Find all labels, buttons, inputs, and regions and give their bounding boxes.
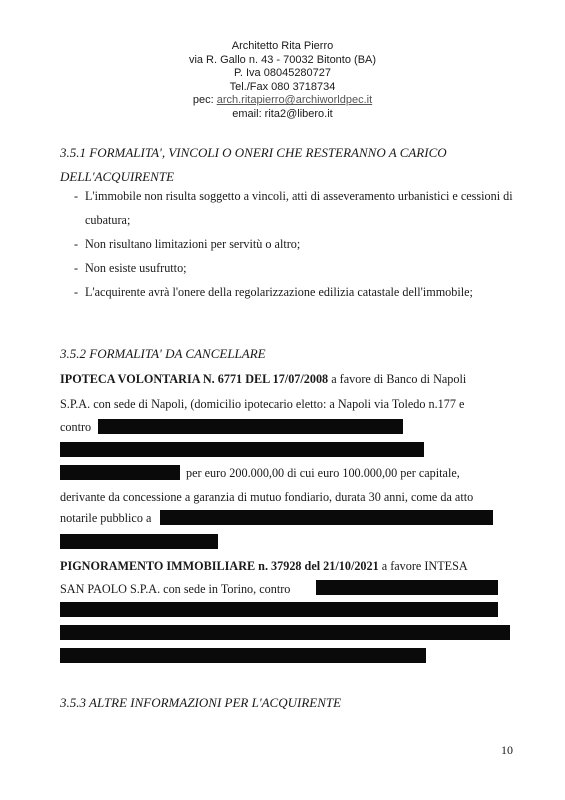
section-351-title-line2: DELL'ACQUIRENTE xyxy=(60,169,175,184)
bullet-dash: - xyxy=(74,189,79,203)
bullet-item: - L'acquirente avrà l'onere della regolarizzazione edilizia catastale dell'immobile; xyxy=(60,280,530,304)
bullet-item: - Non risultano limitazioni per servitù o altro; xyxy=(60,232,530,256)
section-351-title-line1: 3.5.1 FORMALITA', VINCOLI O ONERI CHE RESTERANNO A CARICO xyxy=(60,145,447,160)
pignoramento-line2: SAN PAOLO S.P.A. con sede in Torino, contro xyxy=(60,582,291,596)
email-line: email: rita2@libero.it xyxy=(232,107,333,120)
architect-address: via R. Gallo n. 43 - 70032 Bitonto (BA) xyxy=(188,53,377,66)
section-353-title: 3.5.3 ALTRE INFORMAZIONI PER L'ACQUIRENTE xyxy=(60,695,342,710)
pignoramento-heading: PIGNORAMENTO IMMOBILIARE n. 37928 del 21/10/2021 xyxy=(60,559,379,573)
pec-link[interactable]: arch.ritapierro@archiworldpec.it xyxy=(216,94,373,107)
redaction-block xyxy=(60,602,498,617)
ipoteca-line1: IPOTECA VOLONTARIA N. 6771 DEL 17/07/2008 a favore di Banco di Napoli xyxy=(60,372,467,386)
ipoteca-amount: per euro 200.000,00 di cui euro 100.000,00 per capitale, xyxy=(186,466,460,480)
bullet-dash: - xyxy=(74,285,79,299)
ipoteca-line2: S.P.A. con sede di Napoli, (domicilio ipotecario eletto: a Napoli via Toledo n.177 e xyxy=(60,397,465,411)
bullet-item: - L'immobile non risulta soggetto a vincoli, atti di asseveramento urbanistici e cessioni di cubatura; xyxy=(60,184,530,232)
redaction-block xyxy=(60,625,510,640)
architect-name: Architetto Rita Pierro xyxy=(231,40,334,52)
redaction-block xyxy=(60,534,218,549)
ipoteca-derivante: derivante da concessione a garanzia di mutuo fondiario, durata 30 anni, come da atto xyxy=(60,490,474,504)
redaction-block xyxy=(98,419,403,434)
redaction-block xyxy=(316,580,498,595)
section-351-bullet-list xyxy=(60,184,530,304)
pec-line xyxy=(0,94,565,108)
redaction-block xyxy=(60,648,426,663)
redaction-block xyxy=(160,510,493,525)
pignoramento-line1: PIGNORAMENTO IMMOBILIARE n. 37928 del 21/10/2021 a favore INTESA xyxy=(60,559,468,573)
ipoteca-contro: contro xyxy=(60,420,92,434)
ipoteca-heading: IPOTECA VOLONTARIA N. 6771 DEL 17/07/2008 xyxy=(60,372,329,386)
redaction-block xyxy=(60,465,180,480)
pec-label: pec: xyxy=(192,94,214,107)
letterhead xyxy=(0,40,565,122)
page-number: 10 xyxy=(501,743,513,757)
bullet-dash: - xyxy=(74,261,79,275)
bullet-item: - Non esiste usufrutto; xyxy=(60,256,530,280)
bullet-dash: - xyxy=(74,237,79,251)
ipoteca-notarile: notarile pubblico a xyxy=(60,511,152,525)
redaction-block xyxy=(60,442,424,457)
section-352-title: 3.5.2 FORMALITA' DA CANCELLARE xyxy=(60,346,266,361)
vat-number: P. Iva 08045280727 xyxy=(233,67,332,80)
phone-fax: Tel./Fax 080 3718734 xyxy=(229,80,336,93)
